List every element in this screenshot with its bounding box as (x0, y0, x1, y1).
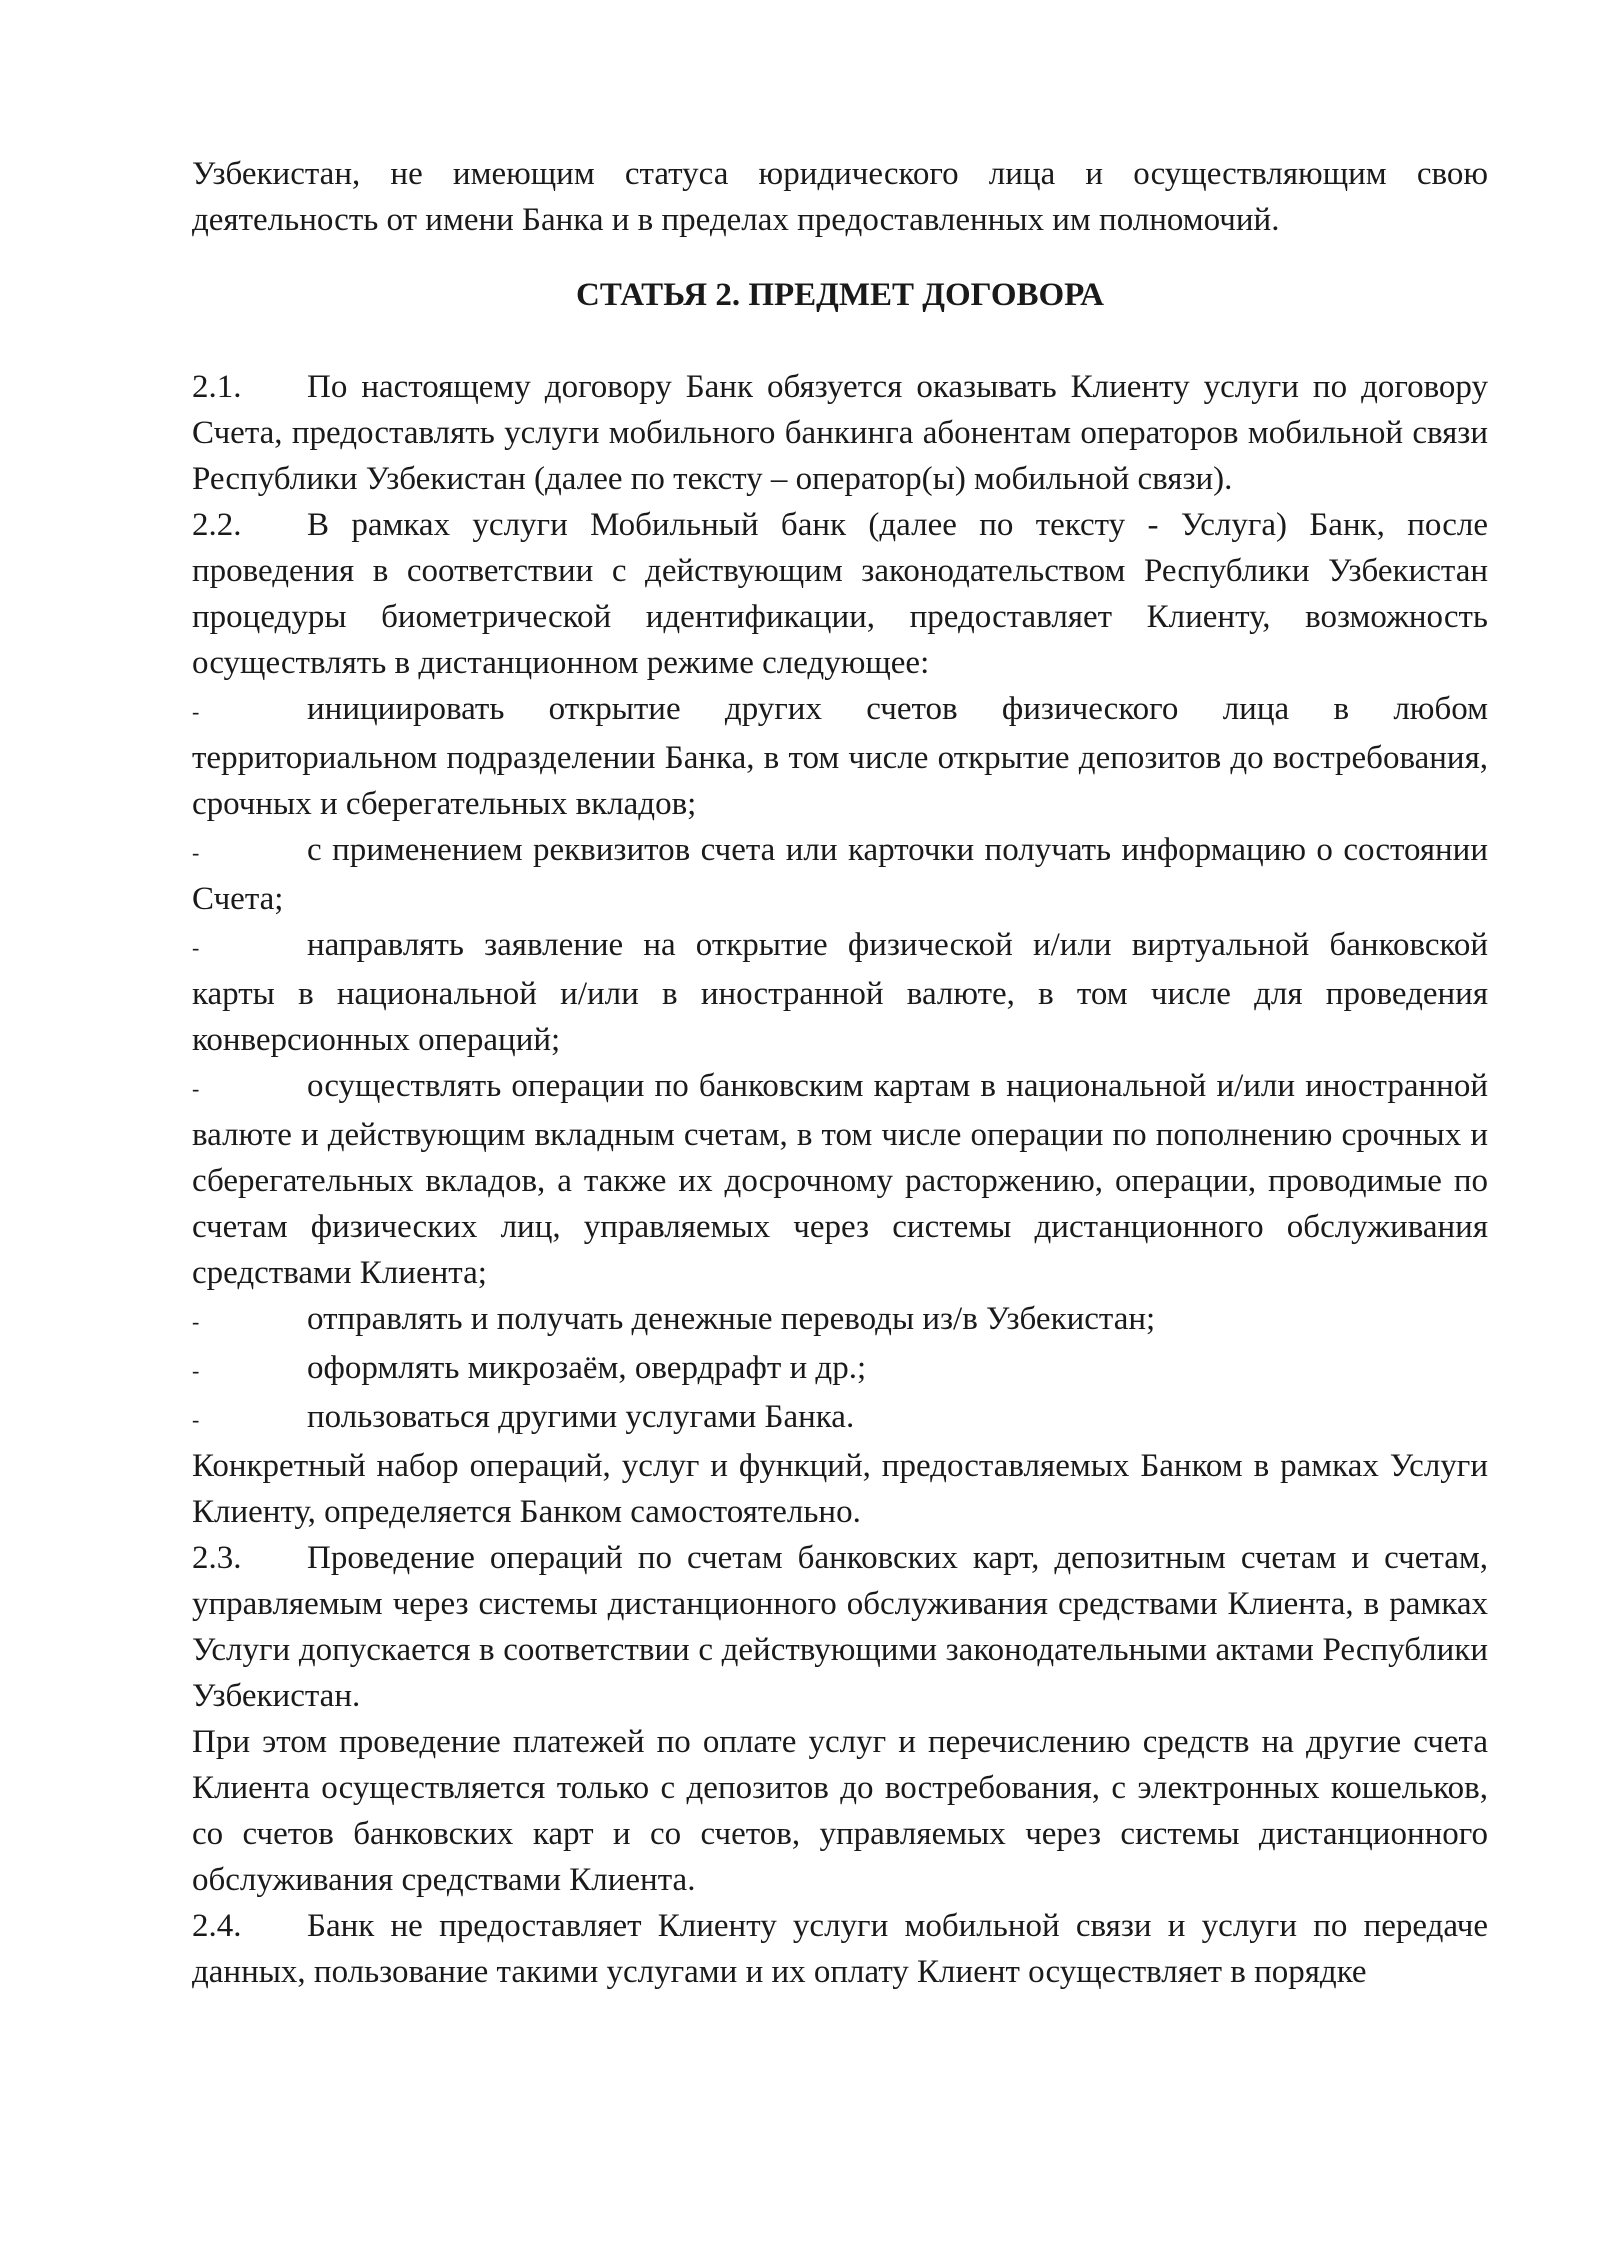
clause-number: 2.4. (192, 1908, 242, 1944)
bullet-dash: - (192, 1358, 200, 1383)
list-item (192, 1394, 1488, 1443)
bullet-dash: - (192, 1076, 200, 1101)
list-item-text: оформлять микрозаём, овердрафт и др.; (307, 1350, 867, 1386)
article-heading: СТАТЬЯ 2. ПРЕДМЕТ ДОГОВОРА (576, 277, 1104, 313)
list-item-text: отправлять и получать денежные переводы из/в Узбекистан; (307, 1301, 1156, 1337)
list-item-text: пользоваться другими услугами Банка. (307, 1399, 855, 1435)
list-item-text: с применением реквизитов счета или карточки получать информацию о состоянии Счета; (192, 832, 1488, 917)
clause-text: По настоящему договору Банк обязуется оказывать Клиенту услуги по договору Счета, предоставлять услуги мобильного банкинга абонентам операторов мобильной связи Республики Узбекистан (далее по тексту – оператор(ы) мобильной связи). (192, 369, 1488, 497)
bullet-dash: - (192, 935, 200, 960)
bullet-dash: - (192, 1407, 200, 1432)
list-item-text: направлять заявление на открытие физической и/или виртуальной банковской карты в национальной и/или в иностранной валюте, в том числе для проведения конверсионных операций; (192, 927, 1488, 1058)
intro-paragraph: Узбекистан, не имеющим статуса юридического лица и осуществляющим свою деятельность от имени Банка и в пределах предоставленных им полномочий. (192, 156, 1488, 238)
clause-2-1 (192, 364, 1488, 502)
list-item (192, 1296, 1488, 1345)
clause-text: В рамках услуги Мобильный банк (далее по тексту - Услуга) Банк, после проведения в соответствии с действующим законодательством Республики Узбекистан процедуры биометрической идентификации, предоставляет Клиенту, возможность осуществлять в дистанционном режиме следующее: (192, 507, 1488, 681)
list-item (192, 1063, 1488, 1296)
clause-text: Проведение операций по счетам банковских карт, депозитным счетам и счетам, управляемым через системы дистанционного обслуживания средствами Клиента, в рамках Услуги допускается в соответствии с действующими законодательными актами Республики Узбекистан. (192, 1540, 1488, 1714)
list-item (192, 922, 1488, 1063)
bullet-dash: - (192, 1309, 200, 1334)
clause-number: 2.2. (192, 507, 242, 543)
clause-2-3 (192, 1535, 1488, 1719)
clause-2-2 (192, 502, 1488, 686)
document-content (192, 151, 1488, 1995)
list-item-text: инициировать открытие других счетов физического лица в любом территориальном подразделении Банка, в том числе открытие депозитов до востребования, срочных и сберегательных вкладов; (192, 691, 1488, 822)
clause-2-4 (192, 1903, 1488, 1995)
list-item (192, 827, 1488, 922)
clause-number: 2.1. (192, 369, 242, 405)
payments-paragraph: При этом проведение платежей по оплате услуг и перечислению средств на другие счета Клиента осуществляется только с депозитов до востребования, с электронных кошельков, со счетов банковских карт и со счетов, управляемых через системы дистанционного обслуживания средствами Клиента. (192, 1724, 1488, 1898)
bullet-dash: - (192, 840, 200, 865)
list-item (192, 1345, 1488, 1394)
bullet-dash: - (192, 699, 200, 724)
clause-text: Банк не предоставляет Клиенту услуги мобильной связи и услуги по передаче данных, пользование такими услугами и их оплату Клиент осуществляет в порядке (192, 1908, 1488, 1990)
list-item-text: осуществлять операции по банковским картам в национальной и/или иностранной валюте и действующим вкладным счетам, в том числе операции по пополнению срочных и сберегательных вкладов, а также их досрочному расторжению, операции, проводимые по счетам физических лиц, управляемых через системы дистанционного обслуживания средствами Клиента; (192, 1068, 1488, 1291)
clause-number: 2.3. (192, 1540, 242, 1576)
specific-set-paragraph: Конкретный набор операций, услуг и функций, предоставляемых Банком в рамках Услуги Клиенту, определяется Банком самостоятельно. (192, 1448, 1488, 1530)
list-item (192, 686, 1488, 827)
